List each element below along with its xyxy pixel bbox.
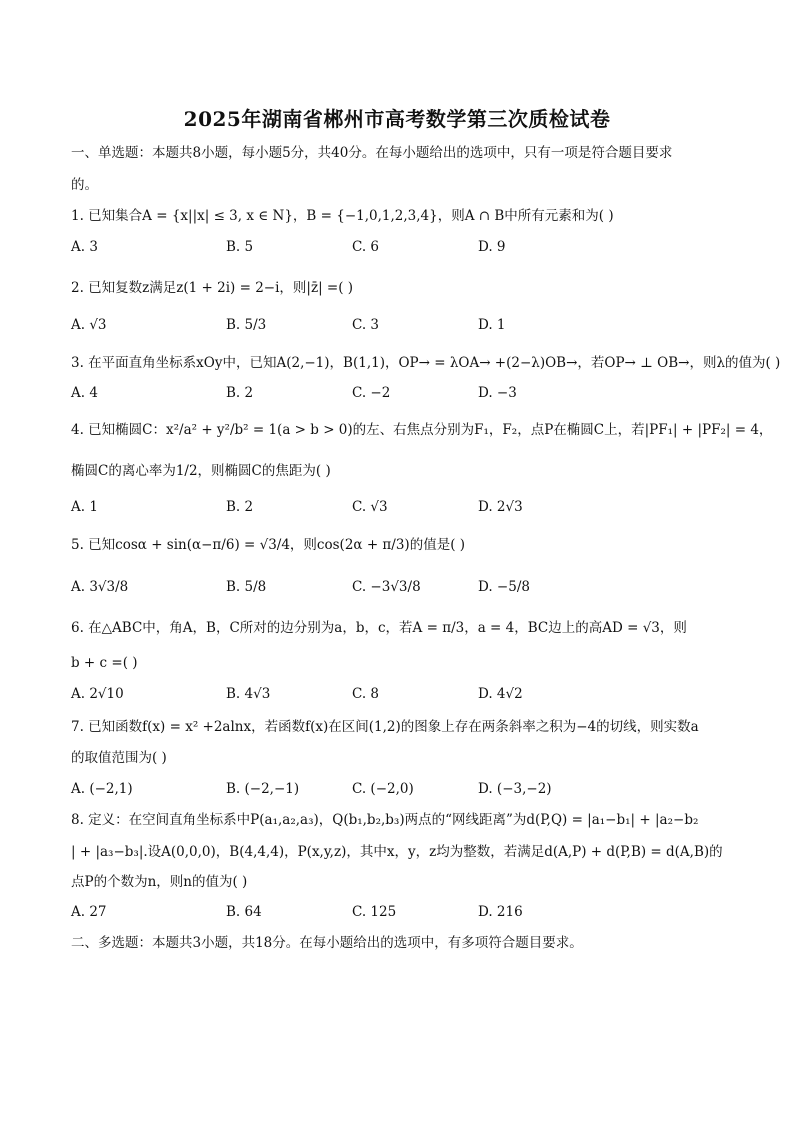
question-8-option-c: C. 125 (352, 904, 397, 920)
question-7-text-line1: 7. 已知函数f(x) = x² +2alnx，若函数f(x)在区间(1,2)的图象上存在两条斜率之积为−4的切线，则实数a (71, 719, 699, 735)
question-2-option-d: D. 1 (478, 317, 506, 333)
question-2-option-c: C. 3 (352, 317, 380, 333)
question-1-options (71, 237, 731, 257)
question-3-option-b: B. 2 (226, 385, 254, 401)
question-5-text: 5. 已知cosα + sin(α−π/6) = √3/4，则cos(2α + π/3)的值是( ) (71, 537, 466, 553)
question-5-options (71, 577, 731, 597)
question-1-option-c: C. 6 (352, 239, 380, 255)
question-8-text-line1: 8. 定义：在空间直角坐标系中P(a₁,a₂,a₃)，Q(b₁,b₂,b₃)两点的“网线距离”为d(P,Q) = |a₁−b₁| + |a₂−b₂ (71, 812, 699, 828)
question-6-text-line2: b + c =( ) (71, 655, 138, 671)
question-4-option-d: D. 2√3 (478, 499, 523, 515)
question-8-option-d: D. 216 (478, 904, 523, 920)
question-8-option-a: A. 27 (71, 904, 107, 920)
question-4-option-b: B. 2 (226, 499, 254, 515)
question-8-options (71, 902, 731, 922)
question-1-option-b: B. 5 (226, 239, 254, 255)
question-8-text-line2: | + |a₃−b₃|.设A(0,0,0)，B(4,4,4)，P(x,y,z)，其中x，y，z均为整数，若满足d(A,P) + d(P,B) = d(A,B)的 (71, 844, 723, 860)
question-6-text-line1: 6. 在△ABC中，角A，B，C所对的边分别为a，b，c，若A = π/3，a = 4，BC边上的高AD = √3，则 (71, 620, 687, 636)
question-7-options (71, 779, 731, 799)
question-5-option-c: C. −3√3/8 (352, 579, 421, 595)
question-4-options (71, 497, 731, 517)
question-4-option-c: C. √3 (352, 499, 388, 515)
question-3-option-d: D. −3 (478, 385, 517, 401)
section2-header: 二、多选题：本题共3小题，共18分。在每小题给出的选项中，有多项符合题目要求。 (71, 935, 583, 951)
question-5-option-b: B. 5/8 (226, 579, 267, 595)
question-1-option-d: D. 9 (478, 239, 506, 255)
section1-header-line1: 一、单选题：本题共8小题，每小题5分，共40分。在每小题给出的选项中，只有一项是符合题目要求 (71, 145, 673, 161)
question-6-option-a: A. 2√10 (71, 686, 124, 702)
question-8-option-b: B. 64 (226, 904, 262, 920)
question-7-option-a: A. (−2,1) (71, 781, 133, 797)
question-5-option-d: D. −5/8 (478, 579, 530, 595)
page-title: 2025年湖南省郴州市高考数学第三次质检试卷 (183, 107, 611, 131)
question-6-option-d: D. 4√2 (478, 686, 523, 702)
question-3-text: 3. 在平面直角坐标系xOy中，已知A(2,−1)，B(1,1)，OP→ = λOA→ +(2−λ)OB→，若OP→ ⊥ OB→，则λ的值为( ) (71, 355, 781, 371)
question-2-option-a: A. √3 (71, 317, 107, 333)
question-7-text-line2: 的取值范围为( ) (71, 750, 167, 766)
question-4-option-a: A. 1 (71, 499, 98, 515)
question-1-text: 1. 已知集合A = {x||x| ≤ 3, x ∈ N}，B = {−1,0,1,2,3,4}，则A ∩ B中所有元素和为( ) (71, 208, 614, 224)
question-2-text: 2. 已知复数z满足z(1 + 2i) = 2−i，则|z̄| =( ) (71, 280, 354, 296)
question-1-option-a: A. 3 (71, 239, 98, 255)
question-3-option-c: C. −2 (352, 385, 391, 401)
question-2-option-b: B. 5/3 (226, 317, 267, 333)
question-4-text-line1: 4. 已知椭圆C：x²/a² + y²/b² = 1(a > b > 0)的左、右焦点分别为F₁，F₂，点P在椭圆C上，若|PF₁| + |PF₂| = 4， (71, 422, 773, 438)
question-7-option-c: C. (−2,0) (352, 781, 414, 797)
question-5-option-a: A. 3√3/8 (71, 579, 129, 595)
question-2-options (71, 315, 731, 335)
question-3-options (71, 383, 731, 403)
question-6-option-c: C. 8 (352, 686, 380, 702)
section1-header-line2: 的。 (71, 177, 98, 193)
question-6-options (71, 684, 731, 704)
question-3-option-a: A. 4 (71, 385, 98, 401)
question-8-text-line3: 点P的个数为n，则n的值为( ) (71, 874, 248, 890)
question-7-option-d: D. (−3,−2) (478, 781, 552, 797)
question-7-option-b: B. (−2,−1) (226, 781, 300, 797)
question-4-text-line2: 椭圆C的离心率为1/2，则椭圆C的焦距为( ) (71, 463, 331, 479)
question-6-option-b: B. 4√3 (226, 686, 271, 702)
